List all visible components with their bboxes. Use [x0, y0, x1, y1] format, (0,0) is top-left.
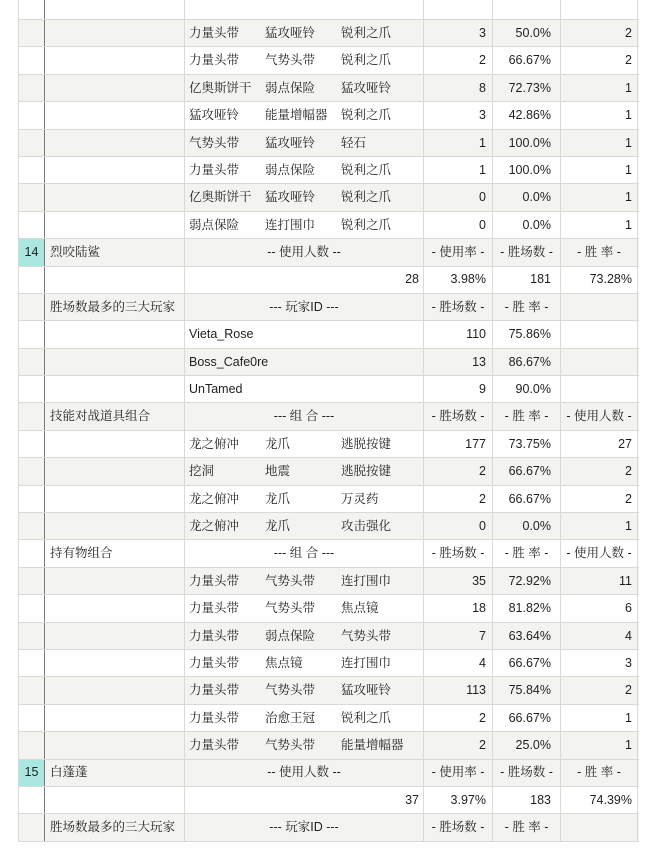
combo-item: 力量头带 — [189, 710, 240, 725]
combo-item: 龙爪 — [265, 518, 291, 533]
combo-item: 亿奥斯饼干 — [189, 80, 252, 95]
label-cell[interactable] — [45, 513, 185, 539]
combo-cell[interactable] — [185, 677, 424, 703]
stat-cell[interactable]: 3.97% — [424, 787, 493, 813]
combo-item: 万灵药 — [341, 491, 379, 506]
stat-cell[interactable]: 2 — [561, 20, 638, 46]
label-cell[interactable] — [45, 677, 185, 703]
table-row — [19, 705, 639, 732]
combo-item: 力量头带 — [189, 573, 240, 588]
table-row — [19, 431, 639, 458]
table-row — [19, 568, 639, 595]
stat-header-cell[interactable]: - 使用人数 - — [561, 403, 638, 429]
combo-item: 力量头带 — [189, 738, 240, 753]
combo-item: 挖洞 — [189, 464, 215, 479]
label-cell[interactable] — [45, 321, 185, 347]
combo-item: 猛攻哑铃 — [341, 80, 392, 95]
label-cell[interactable] — [45, 431, 185, 457]
combo-item: 逃脱按键 — [341, 436, 392, 451]
label-cell[interactable] — [45, 130, 185, 156]
table-row — [19, 20, 639, 47]
row-number-cell[interactable] — [19, 677, 45, 703]
stat-cell[interactable]: 2 — [561, 458, 638, 484]
stat-cell[interactable]: 1 — [561, 157, 638, 183]
combo-item: 力量头带 — [189, 655, 240, 670]
stat-header-cell[interactable]: - 胜 率 - — [493, 814, 561, 840]
row-number-cell[interactable] — [19, 705, 45, 731]
row-number-cell[interactable]: 14 — [19, 239, 45, 265]
row-number-cell[interactable] — [19, 732, 45, 758]
combo-cell[interactable] — [185, 595, 424, 621]
row-number-cell[interactable] — [19, 403, 45, 429]
stat-cell[interactable]: 181 — [493, 267, 561, 293]
row-number-cell[interactable] — [19, 787, 45, 813]
label-cell[interactable] — [45, 787, 185, 813]
stat-cell[interactable]: 0 — [424, 513, 493, 539]
combo-item: 气势头带 — [265, 53, 316, 68]
stat-header-cell[interactable]: - 胜 率 - — [493, 294, 561, 320]
stat-cell[interactable]: 75.86% — [493, 321, 561, 347]
stat-cell[interactable]: 3 — [561, 650, 638, 676]
stat-cell[interactable]: 66.67% — [493, 705, 561, 731]
combo-cell[interactable] — [185, 0, 424, 19]
combo-item: 力量头带 — [189, 683, 240, 698]
combo-cell[interactable] — [185, 568, 424, 594]
stat-cell[interactable]: 27 — [561, 431, 638, 457]
combo-item: 气势头带 — [265, 683, 316, 698]
combo-cell[interactable] — [185, 705, 424, 731]
combo-item: 逃脱按键 — [341, 464, 392, 479]
combo-item: 力量头带 — [189, 162, 240, 177]
row-number-cell[interactable] — [19, 294, 45, 320]
stat-cell[interactable]: 3.98% — [424, 267, 493, 293]
stat-cell[interactable]: 81.82% — [493, 595, 561, 621]
stat-cell[interactable]: 1 — [561, 184, 638, 210]
table-row — [19, 814, 639, 841]
stat-header-cell[interactable]: - 使用率 - — [424, 239, 493, 265]
stat-cell[interactable]: 177 — [424, 431, 493, 457]
row-number-cell[interactable] — [19, 184, 45, 210]
merged-header-cell[interactable]: --- 玩家ID --- — [185, 294, 424, 320]
row-number-cell[interactable] — [19, 20, 45, 46]
combo-item: 弱点保险 — [189, 217, 240, 232]
section-label-cell[interactable]: 烈咬陆鲨 — [45, 239, 185, 265]
row-number-cell[interactable] — [19, 540, 45, 566]
combo-item: 连打围巾 — [341, 655, 392, 670]
merged-header-cell[interactable]: --- 玩家ID --- — [185, 814, 424, 840]
stat-cell[interactable] — [493, 0, 561, 19]
row-number-cell[interactable] — [19, 212, 45, 238]
combo-item: 龙之俯冲 — [189, 436, 240, 451]
stat-cell[interactable]: 183 — [493, 787, 561, 813]
combo-item: 猛攻哑铃 — [265, 135, 316, 150]
row-number-cell[interactable] — [19, 623, 45, 649]
label-cell[interactable] — [45, 47, 185, 73]
label-cell[interactable] — [45, 623, 185, 649]
stat-cell[interactable]: 100.0% — [493, 157, 561, 183]
combo-item: 攻击强化 — [341, 518, 392, 533]
table-row — [19, 212, 639, 239]
table-row — [19, 486, 639, 513]
partial-top-row — [19, 0, 639, 20]
stat-cell[interactable]: 35 — [424, 568, 493, 594]
merged-header-cell[interactable]: --- 组 合 --- — [185, 540, 424, 566]
stat-cell[interactable]: 1 — [561, 75, 638, 101]
table-row — [19, 157, 639, 184]
section-label-cell[interactable]: 持有物组合 — [45, 540, 185, 566]
stat-cell[interactable]: 42.86% — [493, 102, 561, 128]
stat-cell[interactable]: 13 — [424, 349, 493, 375]
stat-cell[interactable]: 3 — [424, 102, 493, 128]
section-label-cell[interactable]: 技能对战道具组合 — [45, 403, 185, 429]
stat-cell[interactable]: 2 — [424, 458, 493, 484]
stat-cell[interactable]: 1 — [561, 513, 638, 539]
combo-cell[interactable] — [185, 486, 424, 512]
table-row — [19, 349, 639, 376]
table-row — [19, 102, 639, 129]
row-number-cell[interactable] — [19, 130, 45, 156]
combo-item: 气势头带 — [265, 601, 316, 616]
usage-count-cell[interactable]: 28 — [185, 267, 424, 293]
combo-item: 龙爪 — [265, 436, 291, 451]
merged-header-cell[interactable]: -- 使用人数 -- — [185, 760, 424, 786]
stat-cell[interactable]: 66.67% — [493, 458, 561, 484]
combo-item: 地震 — [265, 464, 291, 479]
stat-cell[interactable]: 72.73% — [493, 75, 561, 101]
stat-cell[interactable]: 8 — [424, 75, 493, 101]
stat-cell[interactable] — [561, 349, 638, 375]
player-name-cell[interactable]: Vieta_Rose — [185, 321, 424, 347]
stat-header-cell[interactable]: - 胜场数 - — [493, 239, 561, 265]
row-number-cell[interactable]: 15 — [19, 760, 45, 786]
stat-cell[interactable]: 1 — [561, 732, 638, 758]
label-cell[interactable] — [45, 650, 185, 676]
stat-cell[interactable]: 0.0% — [493, 184, 561, 210]
stat-header-cell[interactable]: - 胜场数 - — [424, 540, 493, 566]
label-cell[interactable] — [45, 212, 185, 238]
row-number-cell[interactable] — [19, 568, 45, 594]
stat-cell[interactable]: 2 — [561, 677, 638, 703]
stat-cell[interactable]: 2 — [424, 47, 493, 73]
row-number-cell[interactable] — [19, 47, 45, 73]
row-number-cell[interactable] — [19, 157, 45, 183]
table-row — [19, 732, 639, 759]
combo-item: 锐利之爪 — [341, 108, 392, 123]
combo-item: 焦点镜 — [265, 655, 303, 670]
stat-cell[interactable]: 2 — [424, 732, 493, 758]
combo-item: 弱点保险 — [265, 80, 316, 95]
combo-item: 猛攻哑铃 — [265, 25, 316, 40]
player-name-cell[interactable]: Boss_Cafe0re — [185, 349, 424, 375]
stat-cell[interactable]: 4 — [424, 650, 493, 676]
row-number-cell[interactable] — [19, 458, 45, 484]
stat-header-cell[interactable]: - 胜 率 - — [561, 239, 638, 265]
row-number-cell[interactable] — [19, 376, 45, 402]
stat-header-cell[interactable]: - 使用率 - — [424, 760, 493, 786]
table-row — [19, 75, 639, 102]
label-cell[interactable] — [45, 595, 185, 621]
stat-cell[interactable]: 113 — [424, 677, 493, 703]
combo-item: 能量增幅器 — [265, 108, 328, 123]
stat-cell[interactable]: 0.0% — [493, 212, 561, 238]
table-row — [19, 403, 639, 430]
table-row — [19, 239, 639, 266]
stat-cell[interactable]: 90.0% — [493, 376, 561, 402]
combo-item: 连打围巾 — [341, 573, 392, 588]
combo-item: 治愈王冠 — [265, 710, 316, 725]
combo-item: 龙之俯冲 — [189, 518, 240, 533]
combo-item: 能量增幅器 — [341, 738, 404, 753]
combo-item: 猛攻哑铃 — [265, 190, 316, 205]
stat-cell[interactable]: 86.67% — [493, 349, 561, 375]
combo-item: 力量头带 — [189, 601, 240, 616]
section-label-cell[interactable]: 胜场数最多的三大玩家 — [45, 814, 185, 840]
combo-item: 气势头带 — [341, 628, 392, 643]
combo-cell[interactable] — [185, 732, 424, 758]
row-number-cell[interactable] — [19, 102, 45, 128]
row-number-cell[interactable] — [19, 75, 45, 101]
stat-cell[interactable]: 2 — [561, 47, 638, 73]
stat-header-cell[interactable]: - 胜 率 - — [561, 760, 638, 786]
combo-cell[interactable] — [185, 102, 424, 128]
combo-item: 气势头带 — [265, 573, 316, 588]
stat-cell[interactable] — [561, 294, 638, 320]
row-number-cell[interactable] — [19, 349, 45, 375]
table-row — [19, 513, 639, 540]
combo-item: 弱点保险 — [265, 162, 316, 177]
stat-cell[interactable]: 73.28% — [561, 267, 638, 293]
stat-cell[interactable]: 2 — [424, 705, 493, 731]
stat-cell[interactable]: 66.67% — [493, 650, 561, 676]
stat-cell[interactable]: 1 — [561, 212, 638, 238]
combo-item: 锐利之爪 — [341, 217, 392, 232]
row-number-cell[interactable] — [19, 486, 45, 512]
stat-cell[interactable]: 6 — [561, 595, 638, 621]
label-cell[interactable] — [45, 705, 185, 731]
stats-table — [18, 0, 639, 842]
table-row — [19, 787, 639, 814]
combo-cell[interactable] — [185, 75, 424, 101]
combo-cell[interactable] — [185, 458, 424, 484]
label-cell[interactable] — [45, 568, 185, 594]
table-row — [19, 321, 639, 348]
combo-cell[interactable] — [185, 20, 424, 46]
stat-cell[interactable]: 74.39% — [561, 787, 638, 813]
combo-cell[interactable] — [185, 623, 424, 649]
merged-header-cell[interactable]: --- 组 合 --- — [185, 403, 424, 429]
label-cell[interactable] — [45, 349, 185, 375]
table-row — [19, 623, 639, 650]
usage-count-cell[interactable]: 37 — [185, 787, 424, 813]
stat-header-cell[interactable]: - 使用人数 - — [561, 540, 638, 566]
stat-cell[interactable]: 100.0% — [493, 130, 561, 156]
stat-header-cell[interactable]: - 胜场数 - — [424, 294, 493, 320]
table-row — [19, 184, 639, 211]
combo-item: 锐利之爪 — [341, 25, 392, 40]
combo-item: 锐利之爪 — [341, 162, 392, 177]
table-row — [19, 47, 639, 74]
stat-cell[interactable]: 66.67% — [493, 47, 561, 73]
combo-item: 轻石 — [341, 135, 367, 150]
stat-cell[interactable]: 1 — [561, 705, 638, 731]
combo-item: 气势头带 — [189, 135, 240, 150]
combo-item: 焦点镜 — [341, 601, 379, 616]
stat-cell[interactable]: 1 — [424, 157, 493, 183]
stat-cell[interactable] — [561, 0, 638, 19]
stat-cell[interactable]: 2 — [424, 486, 493, 512]
combo-item: 气势头带 — [265, 738, 316, 753]
combo-item: 锐利之爪 — [341, 190, 392, 205]
stat-cell[interactable]: 18 — [424, 595, 493, 621]
label-cell[interactable] — [45, 184, 185, 210]
stat-cell[interactable]: 63.64% — [493, 623, 561, 649]
row-number-cell[interactable] — [19, 431, 45, 457]
stat-cell[interactable]: 50.0% — [493, 20, 561, 46]
row-number-cell[interactable] — [19, 595, 45, 621]
label-cell[interactable] — [45, 458, 185, 484]
stat-header-cell[interactable]: - 胜 率 - — [493, 540, 561, 566]
stat-cell[interactable]: 1 — [561, 130, 638, 156]
label-cell[interactable] — [45, 486, 185, 512]
stat-cell[interactable]: 1 — [561, 102, 638, 128]
label-cell[interactable] — [45, 20, 185, 46]
stat-header-cell[interactable]: - 胜场数 - — [493, 760, 561, 786]
label-cell[interactable] — [45, 376, 185, 402]
sheet-body — [19, 20, 639, 842]
combo-item: 力量头带 — [189, 53, 240, 68]
combo-item: 锐利之爪 — [341, 53, 392, 68]
merged-header-cell[interactable]: -- 使用人数 -- — [185, 239, 424, 265]
label-cell[interactable] — [45, 0, 185, 19]
table-row — [19, 130, 639, 157]
stat-header-cell[interactable]: - 胜 率 - — [493, 403, 561, 429]
stat-cell[interactable]: 0 — [424, 184, 493, 210]
section-label-cell[interactable]: 白蓬蓬 — [45, 760, 185, 786]
row-number-cell[interactable] — [19, 513, 45, 539]
stat-cell[interactable]: 9 — [424, 376, 493, 402]
combo-item: 猛攻哑铃 — [341, 683, 392, 698]
stat-cell[interactable]: 7 — [424, 623, 493, 649]
combo-item: 锐利之爪 — [341, 710, 392, 725]
table-row — [19, 376, 639, 403]
stat-cell[interactable]: 2 — [561, 486, 638, 512]
combo-item: 龙爪 — [265, 491, 291, 506]
table-row — [19, 458, 639, 485]
stat-cell[interactable]: 66.67% — [493, 486, 561, 512]
combo-item: 连打围巾 — [265, 217, 316, 232]
label-cell[interactable] — [45, 157, 185, 183]
combo-cell[interactable] — [185, 212, 424, 238]
stat-cell[interactable]: 0.0% — [493, 513, 561, 539]
stat-cell[interactable]: 75.84% — [493, 677, 561, 703]
stat-cell[interactable]: 3 — [424, 20, 493, 46]
table-row — [19, 760, 639, 787]
stat-cell[interactable] — [561, 376, 638, 402]
combo-cell[interactable] — [185, 650, 424, 676]
stat-cell[interactable] — [561, 321, 638, 347]
combo-cell[interactable] — [185, 130, 424, 156]
stat-cell[interactable]: 11 — [561, 568, 638, 594]
table-row — [19, 267, 639, 294]
stat-cell[interactable] — [424, 0, 493, 19]
label-cell[interactable] — [45, 75, 185, 101]
table-row — [19, 677, 639, 704]
row-number-cell[interactable] — [19, 650, 45, 676]
section-label-cell[interactable]: 胜场数最多的三大玩家 — [45, 294, 185, 320]
row-number-cell[interactable] — [19, 814, 45, 840]
table-row — [19, 540, 639, 567]
table-row — [19, 650, 639, 677]
combo-item: 龙之俯冲 — [189, 491, 240, 506]
stat-cell[interactable]: 4 — [561, 623, 638, 649]
label-cell[interactable] — [45, 732, 185, 758]
row-number-cell[interactable] — [19, 267, 45, 293]
combo-cell[interactable] — [185, 513, 424, 539]
stat-header-cell[interactable]: - 胜场数 - — [424, 814, 493, 840]
stat-cell[interactable]: 25.0% — [493, 732, 561, 758]
table-row — [19, 595, 639, 622]
stat-cell[interactable]: 0 — [424, 212, 493, 238]
stat-cell[interactable] — [561, 814, 638, 840]
stat-cell[interactable]: 72.92% — [493, 568, 561, 594]
stat-cell[interactable]: 110 — [424, 321, 493, 347]
combo-item: 猛攻哑铃 — [189, 108, 240, 123]
combo-item: 弱点保险 — [265, 628, 316, 643]
combo-item: 力量头带 — [189, 628, 240, 643]
table-row — [19, 294, 639, 321]
combo-cell[interactable] — [185, 47, 424, 73]
combo-cell[interactable] — [185, 157, 424, 183]
player-name-cell[interactable]: UnTamed — [185, 376, 424, 402]
stat-cell[interactable]: 73.75% — [493, 431, 561, 457]
row-number-cell[interactable] — [19, 0, 45, 19]
combo-item: 力量头带 — [189, 25, 240, 40]
combo-cell[interactable] — [185, 184, 424, 210]
stat-header-cell[interactable]: - 胜场数 - — [424, 403, 493, 429]
stat-cell[interactable]: 1 — [424, 130, 493, 156]
row-number-cell[interactable] — [19, 321, 45, 347]
label-cell[interactable] — [45, 102, 185, 128]
label-cell[interactable] — [45, 267, 185, 293]
combo-item: 亿奥斯饼干 — [189, 190, 252, 205]
combo-cell[interactable] — [185, 431, 424, 457]
